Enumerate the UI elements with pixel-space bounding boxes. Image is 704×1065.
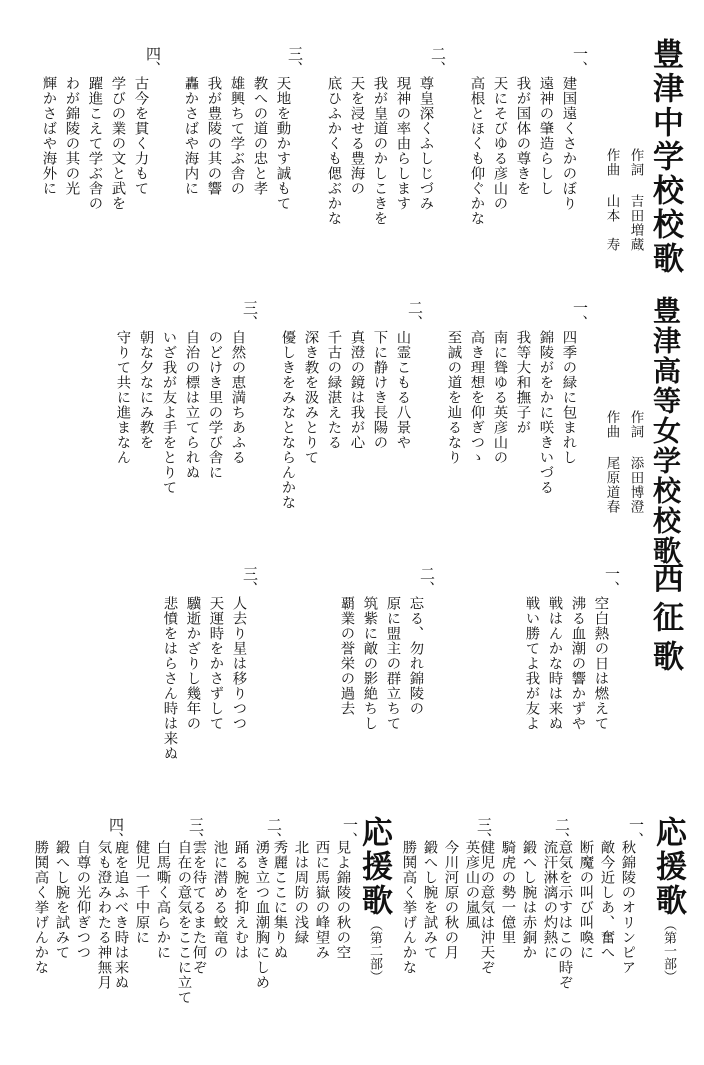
song2-verse1-number: 一、	[571, 300, 589, 330]
song4-verse3-line4: 勝鬨高く挙げんかな	[400, 840, 417, 975]
song4-title-text: 応援歌	[650, 816, 686, 918]
song1-composer: 作曲 山本 寿	[603, 148, 620, 252]
song4-verse2-line2: 鍛へし腕は赤銅か	[520, 840, 537, 960]
song1-verse3-line2: 教への道の忠と孝	[251, 76, 268, 196]
song5-title	[356, 816, 392, 983]
song2-verse1-line2: 錦陵がをかに咲きいづる	[537, 330, 554, 495]
song1-verse3-number: 三、	[286, 46, 304, 76]
song3-verse2-line4: 覇業の誉栄の過去	[338, 596, 355, 716]
song5-verse2-number: 二、	[265, 817, 283, 847]
song4-verse2-line1: 流汗淋漓の灼熱に	[541, 840, 558, 960]
song1-verse4-line3: 躍進こえて学ぶ舎の	[86, 76, 103, 211]
song5-verse3-line2: 白馬嘶く高らかに	[154, 840, 171, 960]
song4-verse3-line2: 今川河原の秋の月	[442, 840, 459, 960]
song2-verse2-line4: 千古の緑湛えたる	[325, 330, 342, 450]
song3-title: 西征歌	[647, 562, 683, 679]
song3-verse3-line1: 人去り星は移りつつ	[230, 596, 247, 731]
song4-subtitle: （第一部）	[661, 918, 676, 983]
song2-composer: 作曲 尾原道春	[603, 410, 620, 514]
song5-verse1-line1: 見よ錦陵の秋の空	[334, 840, 351, 960]
song1-verse2-line4: 天を浸せる豊海の	[348, 76, 365, 196]
song1-lyricist: 作詞 吉田増蔵	[627, 148, 644, 252]
song1-verse1-line1: 建国遠くさかのぼり	[560, 76, 577, 211]
song2-verse2-line1: 山霊こもる八景や	[394, 330, 411, 450]
song2-verse1-line6: 至誠の道を辿るなり	[445, 330, 462, 465]
song1-verse4-line5: 輝かさばや海外に	[40, 76, 57, 196]
song2-verse2-line2: 下に静けき長陽の	[371, 330, 388, 450]
song1-verse1-number: 一、	[571, 46, 589, 76]
song2-title: 豊津高等女学校校歌	[649, 296, 682, 566]
song1-verse3-line3: 雄興ちて学ぶ舎の	[228, 76, 245, 196]
song5-verse2-line4: 雲を待てるまた何ぞ	[190, 840, 207, 975]
song5-title-text: 応援歌	[356, 816, 392, 918]
song1-verse2-line1: 尊皇深くふしじづみ	[417, 76, 434, 211]
song5-verse4-line3: 鍛へし腕を試みて	[53, 840, 70, 960]
song2-verse3-line5: 朝な夕なにみ教を	[137, 330, 154, 450]
song5-verse4-line1: 気も澄みわたる神無月	[95, 840, 112, 990]
song2-verse3-line4: いざ我が友よ手をとりて	[160, 330, 177, 495]
song5-verse3-line4: 鹿を追ふべき時は来ぬ	[112, 840, 129, 990]
song3-verse1-line2: 沸る血潮の響かずや	[569, 596, 586, 731]
song1-verse2-number: 二、	[429, 46, 447, 76]
song4-verse1-line4: 意気を示すはこの時ぞ	[556, 840, 573, 990]
song4-verse1-number: 一、	[627, 817, 645, 847]
song1-verse2-line3: 我が皇道のかしこきを	[371, 76, 388, 226]
song4-verse3-number: 三、	[475, 817, 493, 847]
song1-verse4-line4: わが錦陵の其の光	[63, 76, 80, 196]
song2-verse3-line2: のどけき里の学び舎に	[206, 330, 223, 480]
song1-verse2-line2: 現神の率由らします	[394, 76, 411, 211]
song3-verse2-number: 二、	[418, 566, 436, 596]
song5-verse1-line3: 北は周防の浅緑	[292, 840, 309, 945]
song2-verse2-number: 二、	[406, 300, 424, 330]
song5-verse3-line1: 自在の意気をここに立て	[175, 840, 192, 1005]
song1-verse1-line2: 遠神の肇造らしし	[537, 76, 554, 196]
song5-verse3-line3: 健児一千中原に	[133, 840, 150, 945]
song2-verse1-line3: 我等大和撫子が	[514, 330, 531, 435]
song2-verse2-line6: 優しきをみなとならんかな	[279, 330, 296, 510]
song2-lyricist: 作詞 添田博澄	[627, 410, 644, 514]
song4-title	[650, 816, 686, 983]
song1-verse2-line5: 底ひふかくも偲ぶかな	[325, 76, 342, 226]
song3-verse3-line3: 驥逝かざりし幾年の	[184, 596, 201, 731]
song3-verse2-line1: 忘る、勿れ錦陵の	[407, 596, 424, 716]
song2-verse1-line1: 四季の緑に包まれし	[560, 330, 577, 465]
song5-verse4-line2: 自尊の光仰ぎつつ	[74, 840, 91, 960]
song2-verse2-line5: 深き教を汲みとりて	[302, 330, 319, 465]
song4-verse2-line4: 健児の意気は沖天ぞ	[478, 840, 495, 975]
song3-verse1-number: 一、	[603, 566, 621, 596]
song3-verse1-line1: 空白熱の日は燃えて	[592, 596, 609, 731]
song4-verse1-line3: 断魔の叫び叫喚に	[577, 840, 594, 960]
song3-verse2-line3: 筑紫に敵の影絶ちし	[361, 596, 378, 731]
song1-title: 豊津中学校校歌	[647, 38, 683, 276]
song1-verse1-line3: 我が国体の尊きを	[514, 76, 531, 196]
song3-verse1-line3: 戦はんかな時は来ぬ	[546, 596, 563, 731]
song1-verse4-line2: 学びの業の文と武を	[109, 76, 126, 211]
song5-verse4-number: 四、	[107, 817, 125, 847]
song2-verse3-number: 三、	[241, 300, 259, 330]
song3-verse1-line4: 戦い勝てよ我が友よ	[523, 596, 540, 731]
song3-verse3-number: 三、	[241, 566, 259, 596]
song1-verse3-line4: 我が豊陵の其の響	[205, 76, 222, 196]
song2-verse1-line4: 南に聳ゆる英彦山の	[491, 330, 508, 465]
song5-verse2-line3: 池に潜める蛟竜の	[211, 840, 228, 960]
song5-subtitle: （第二部）	[367, 918, 382, 983]
song4-verse2-number: 二、	[553, 817, 571, 847]
song2-verse1-line5: 高き理想を仰ぎつゝ	[468, 330, 485, 465]
song1-verse3-line1: 天地を動かす誠もて	[274, 76, 291, 211]
song1-verse1-line4: 天にそびゆる彦山の	[491, 76, 508, 211]
song4-verse3-line3: 鍛へし腕を試みて	[421, 840, 438, 960]
song4-verse2-line3: 騎虎の勢一億里	[499, 840, 516, 945]
song2-verse3-line6: 守りて共に進まなん	[114, 330, 131, 465]
song1-verse4-number: 四、	[144, 46, 162, 76]
song5-verse1-line4: 秀麗ここに集りぬ	[271, 840, 288, 960]
song5-verse1-number: 一、	[341, 817, 359, 847]
song3-verse3-line2: 天運時をかさずして	[207, 596, 224, 731]
song1-verse4-line1: 古今を貫く力もて	[132, 76, 149, 196]
song1-verse1-line5: 高根とほくも仰ぐかな	[468, 76, 485, 226]
song2-verse3-line1: 自然の恵満ちあふる	[229, 330, 246, 465]
song5-verse1-line2: 西に馬嶽の峰望み	[313, 840, 330, 960]
song5-verse2-line2: 踊る腕を抑えむは	[232, 840, 249, 960]
song4-verse3-line1: 英彦山の嵐風	[463, 840, 480, 930]
song1-verse3-line5: 轟かさばや海内に	[182, 76, 199, 196]
song5-verse2-line1: 湧き立つ血潮胸にしめ	[253, 840, 270, 990]
song4-verse1-line2: 敵今近しあ、奮へ	[598, 840, 615, 960]
song2-verse3-line3: 自治の標は立てられぬ	[183, 330, 200, 480]
song3-verse2-line2: 原に盟主の群立ちて	[384, 596, 401, 731]
song5-verse3-number: 三、	[187, 817, 205, 847]
song3-verse3-line4: 悲憤をはらさん時は来ぬ	[161, 596, 178, 761]
song4-verse1-line1: 秋錦陵のオリンピア	[619, 840, 636, 975]
song2-verse2-line3: 真澄の鏡は我が心	[348, 330, 365, 450]
song5-verse4-line4: 勝鬨高く挙げんかな	[32, 840, 49, 975]
